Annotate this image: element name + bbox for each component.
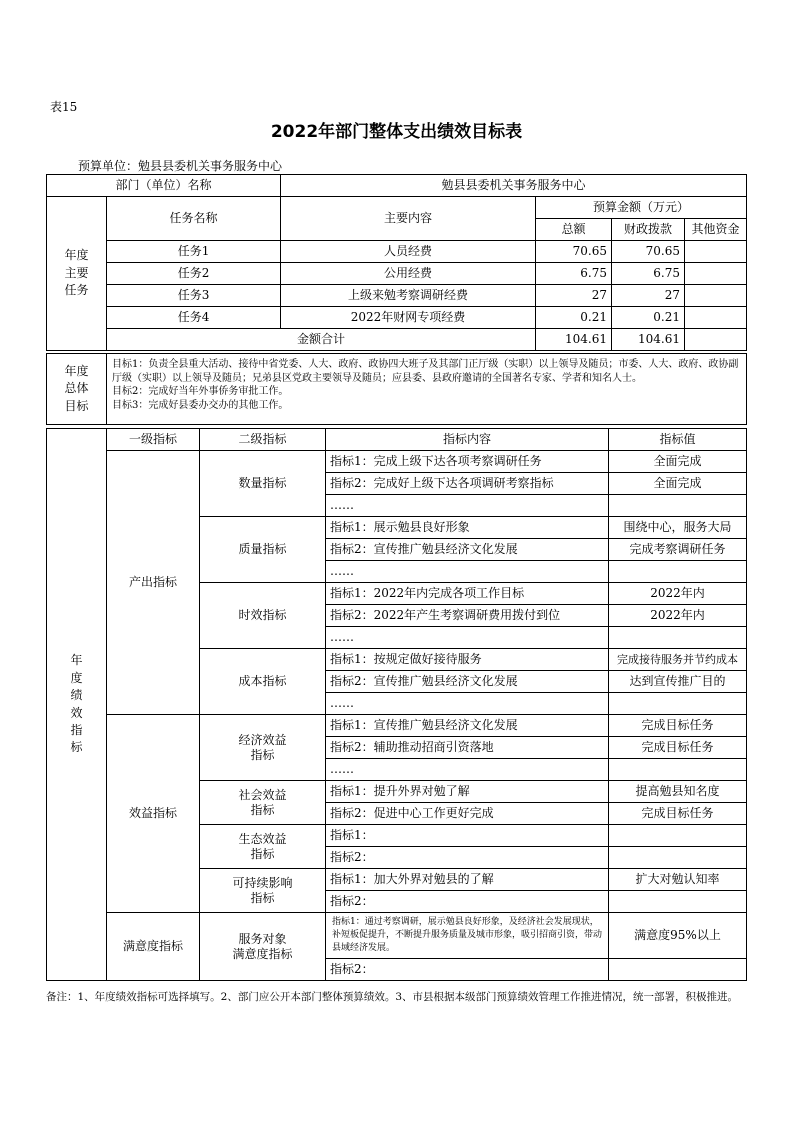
indicator-value (609, 891, 747, 913)
indicator-value: 完成目标任务 (609, 803, 747, 825)
total-header: 总额 (536, 219, 612, 241)
indicator-value: 完成接待服务并节约成本 (609, 649, 747, 671)
content-header: 指标内容 (326, 429, 609, 451)
indicator-content: 指标1：2022年内完成各项工作目标 (326, 583, 609, 605)
indicator-content: 指标1：通过考察调研，展示勉县良好形象，及经济社会发展现状，补短板促提升，不断提升服务质量及城市形象，吸引招商引资，带动县域经济发展。 (326, 913, 609, 959)
indicator-content: 指标2：宣传推广勉县经济文化发展 (326, 671, 609, 693)
indicator-value (609, 759, 747, 781)
benefit-label: 效益指标 (107, 715, 200, 913)
task-content: 上级来勉考察调研经费 (281, 285, 536, 307)
task-content: 2022年财网专项经费 (281, 307, 536, 329)
task-fiscal: 27 (612, 285, 685, 307)
indicator-row (47, 715, 747, 737)
sum-other (685, 329, 747, 351)
indicator-content: 指标2：完成好上级下达各项调研考察指标 (326, 473, 609, 495)
indicator-row (47, 913, 747, 959)
indicator-content: 指标1：宣传推广勉县经济文化发展 (326, 715, 609, 737)
indicator-value: 完成目标任务 (609, 715, 747, 737)
indicator-value: 达到宣传推广目的 (609, 671, 747, 693)
indicator-value (609, 825, 747, 847)
timeliness-label: 时效指标 (200, 583, 326, 649)
value-header: 指标值 (609, 429, 747, 451)
task-row (47, 241, 747, 263)
task-name: 任务1 (107, 241, 281, 263)
task-other (685, 241, 747, 263)
task-other (685, 263, 747, 285)
level2-header: 二级指标 (200, 429, 326, 451)
performance-table (46, 428, 747, 981)
satisfaction-label: 满意度指标 (107, 913, 200, 981)
goal-item: 目标3：完成好县委办交办的其他工作。 (112, 399, 289, 411)
dept-label: 部门（单位）名称 (47, 175, 281, 197)
tasks-table (46, 174, 747, 351)
goals-table (46, 353, 747, 425)
indicator-value (609, 561, 747, 583)
indicator-content: 指标1：完成上级下达各项考察调研任务 (326, 451, 609, 473)
task-row (47, 285, 747, 307)
budget-unit: 预算单位：勉县县委机关事务服务中心 (78, 159, 283, 173)
indicator-value: 全面完成 (609, 451, 747, 473)
tasks-label: 年度 主要 任务 (47, 197, 107, 351)
goals-text (107, 354, 747, 425)
indicator-content: …… (326, 561, 609, 583)
goal-item: 目标2：完成好当年外事侨务审批工作。 (112, 386, 289, 397)
task-total: 27 (536, 285, 612, 307)
goal-item: 目标1：负责全县重大活动、接待中省党委、人大、政府、政协四大班子及其部门正厅级（实职）以上领导及随员；市委、人大、政府、政协副厅级（实职）以上领导及随员；兄弟县区党政主要领导及随员；应县委、县政府邀请的全国著名专家、学者和知名人士。 (112, 359, 739, 384)
task-total: 0.21 (536, 307, 612, 329)
indicator-value (609, 495, 747, 517)
indicator-content: …… (326, 495, 609, 517)
task-row (47, 263, 747, 285)
indicator-value (609, 627, 747, 649)
task-content: 公用经费 (281, 263, 536, 285)
task-name: 任务3 (107, 285, 281, 307)
indicator-row (47, 451, 747, 473)
task-fiscal: 6.75 (612, 263, 685, 285)
sustainable-label: 可持续影响 指标 (200, 869, 326, 913)
other-header: 其他资金 (685, 219, 747, 241)
task-content-header: 主要内容 (281, 197, 536, 241)
indicator-content: 指标1：提升外界对勉了解 (326, 781, 609, 803)
indicator-value: 扩大对勉认知率 (609, 869, 747, 891)
indicator-value: 完成考察调研任务 (609, 539, 747, 561)
social-label: 社会效益 指标 (200, 781, 326, 825)
indicator-content: 指标2：促进中心工作更好完成 (326, 803, 609, 825)
indicator-content: …… (326, 759, 609, 781)
performance-label: 年 度 绩 效 指 标 (47, 429, 107, 981)
quality-label: 质量指标 (200, 517, 326, 583)
sum-total: 104.61 (536, 329, 612, 351)
indicator-content: 指标2：宣传推广勉县经济文化发展 (326, 539, 609, 561)
task-name: 任务2 (107, 263, 281, 285)
task-other (685, 285, 747, 307)
task-content: 人员经费 (281, 241, 536, 263)
footnote: 备注：1、年度绩效指标可选择填写。2、部门应公开本部门整体预算绩效。3、市县根据本级部门预算绩效管理工作推进情况，统一部署，积极推进。 (46, 991, 739, 1003)
satisfaction-sub-label: 服务对象 满意度指标 (200, 913, 326, 981)
indicator-value: 2022年内 (609, 605, 747, 627)
ecological-label: 生态效益 指标 (200, 825, 326, 869)
economic-label: 经济效益 指标 (200, 715, 326, 781)
task-fiscal: 0.21 (612, 307, 685, 329)
task-name: 任务4 (107, 307, 281, 329)
indicator-value: 全面完成 (609, 473, 747, 495)
task-total: 6.75 (536, 263, 612, 285)
budget-header: 预算金额（万元） (536, 197, 747, 219)
indicator-value: 2022年内 (609, 583, 747, 605)
sum-label: 金额合计 (107, 329, 536, 351)
sum-fiscal: 104.61 (612, 329, 685, 351)
indicator-content: 指标2： (326, 959, 609, 981)
task-total: 70.65 (536, 241, 612, 263)
indicator-value (609, 959, 747, 981)
indicator-content: 指标1： (326, 825, 609, 847)
indicator-content: 指标1：展示勉县良好形象 (326, 517, 609, 539)
quantity-label: 数量指标 (200, 451, 326, 517)
goals-label: 年度 总体 目标 (47, 354, 107, 425)
indicator-value: 满意度95%以上 (609, 913, 747, 959)
page-title: 2022年部门整体支出绩效目标表 (270, 122, 523, 142)
sum-row (47, 329, 747, 351)
table-number: 表15 (50, 100, 78, 114)
indicator-content: 指标1：按规定做好接待服务 (326, 649, 609, 671)
indicator-content: …… (326, 693, 609, 715)
dept-name: 勉县县委机关事务服务中心 (281, 175, 747, 197)
indicator-content: 指标1：加大外界对勉县的了解 (326, 869, 609, 891)
level1-header: 一级指标 (107, 429, 200, 451)
indicator-content: 指标2： (326, 847, 609, 869)
task-other (685, 307, 747, 329)
task-row (47, 307, 747, 329)
indicator-value: 围绕中心，服务大局 (609, 517, 747, 539)
indicator-value: 提高勉县知名度 (609, 781, 747, 803)
indicator-content: 指标2： (326, 891, 609, 913)
indicator-value: 完成目标任务 (609, 737, 747, 759)
indicator-content: 指标2：辅助推动招商引资落地 (326, 737, 609, 759)
indicator-value (609, 847, 747, 869)
task-fiscal: 70.65 (612, 241, 685, 263)
indicator-content: 指标2：2022年产生考察调研费用拨付到位 (326, 605, 609, 627)
cost-label: 成本指标 (200, 649, 326, 715)
indicator-content: …… (326, 627, 609, 649)
indicator-value (609, 693, 747, 715)
task-name-header: 任务名称 (107, 197, 281, 241)
output-label: 产出指标 (107, 451, 200, 715)
fiscal-header: 财政拨款 (612, 219, 685, 241)
